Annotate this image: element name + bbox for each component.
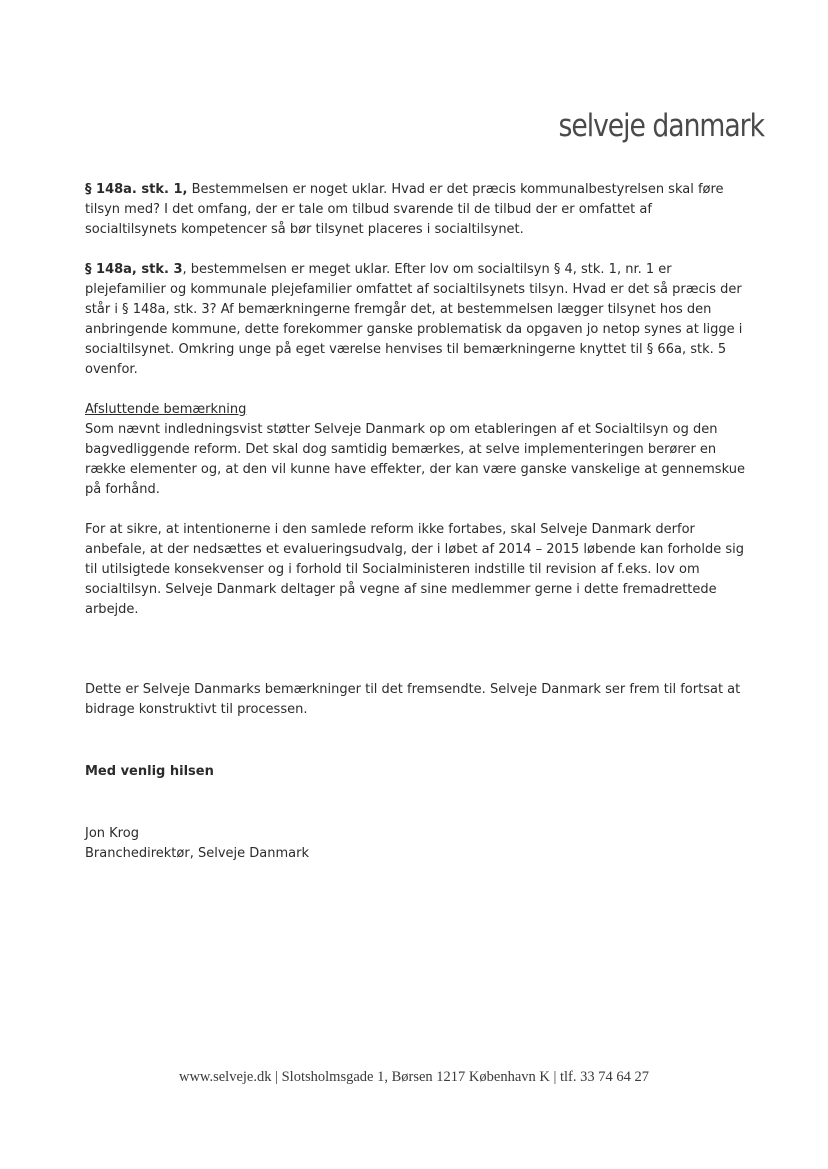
signature-title: Branchedirektør, Selveje Danmark bbox=[85, 846, 309, 861]
final-remark: Dette er Selveje Danmarks bemærkninger til det fremsendte. Selveje Danmark ser frem til fortsat at bidrage konstruktivt til processen. bbox=[85, 682, 741, 717]
company-logo: selveje danmark bbox=[558, 108, 764, 144]
paragraph-text: , bestemmelsen er meget uklar. Efter lov om socialtilsyn § 4, stk. 1, nr. 1 er plejefamilier og kommunale plejefamilier omfattet af socialtilsynets tilsyn. Hvad er det så præcis der står i § 148a, stk. 3? Af bemærkningerne fremgår det, at bestemmelsen lægger tilsynet hos den anbringende kommune, dette forekommer ganske problematisk da opgaven jo netop synes at ligge i socialtilsynet. Omkring unge på eget værelse henvises til bemærkningerne knyttet til § 66a, stk. 5 ovenfor. bbox=[85, 262, 743, 377]
section-ref: § 148a, stk. 3 bbox=[85, 262, 183, 277]
recommendation-paragraph: For at sikre, at intentionerne i den samlede reform ikke fortabes, skal Selveje Danmark derfor anbefale, at der nedsættes et evalueringsudvalg, der i løbet af 2014 – 2015 løbende kan forholde sig til utilsigtede konsekvenser og i forhold til Socialministeren indstille til revision af f.eks. lov om socialtilsyn. Selveje Danmark deltager på vegne af sine medlemmer gerne i dette fremadrettede arbejde. bbox=[85, 522, 744, 617]
paragraph-148a-stk1 bbox=[85, 180, 745, 240]
section-ref: § 148a. stk. 1, bbox=[85, 182, 188, 197]
signature-name: Jon Krog bbox=[85, 826, 139, 841]
page-footer: www.selveje.dk | Slotsholmsgade 1, Børsen 1217 København K | tlf. 33 74 64 27 bbox=[178, 1069, 650, 1085]
paragraph-148a-stk3 bbox=[85, 260, 745, 380]
document-body bbox=[85, 180, 745, 864]
closing-section bbox=[85, 400, 745, 500]
signature-block bbox=[85, 824, 745, 864]
paragraph-text: Som nævnt indledningsvist støtter Selveje Danmark op om etableringen af et Socialtilsyn og den bagvedliggende reform. Det skal dog samtidig bemærkes, at selve implementeringen berører en række elementer og, at den vil kunne have effekter, der kan være ganske vanskelige at gennemskue på forhånd. bbox=[85, 422, 745, 497]
section-heading: Afsluttende bemærkning bbox=[85, 402, 247, 417]
closing-greeting: Med venlig hilsen bbox=[85, 764, 214, 779]
paragraph-text: Bestemmelsen er noget uklar. Hvad er det præcis kommunalbestyrelsen skal føre tilsyn med? I det omfang, der er tale om tilbud svarende til de tilbud der er omfattet af socialtilsynets kompetencer så bør tilsynet placeres i socialtilsynet. bbox=[85, 182, 724, 237]
